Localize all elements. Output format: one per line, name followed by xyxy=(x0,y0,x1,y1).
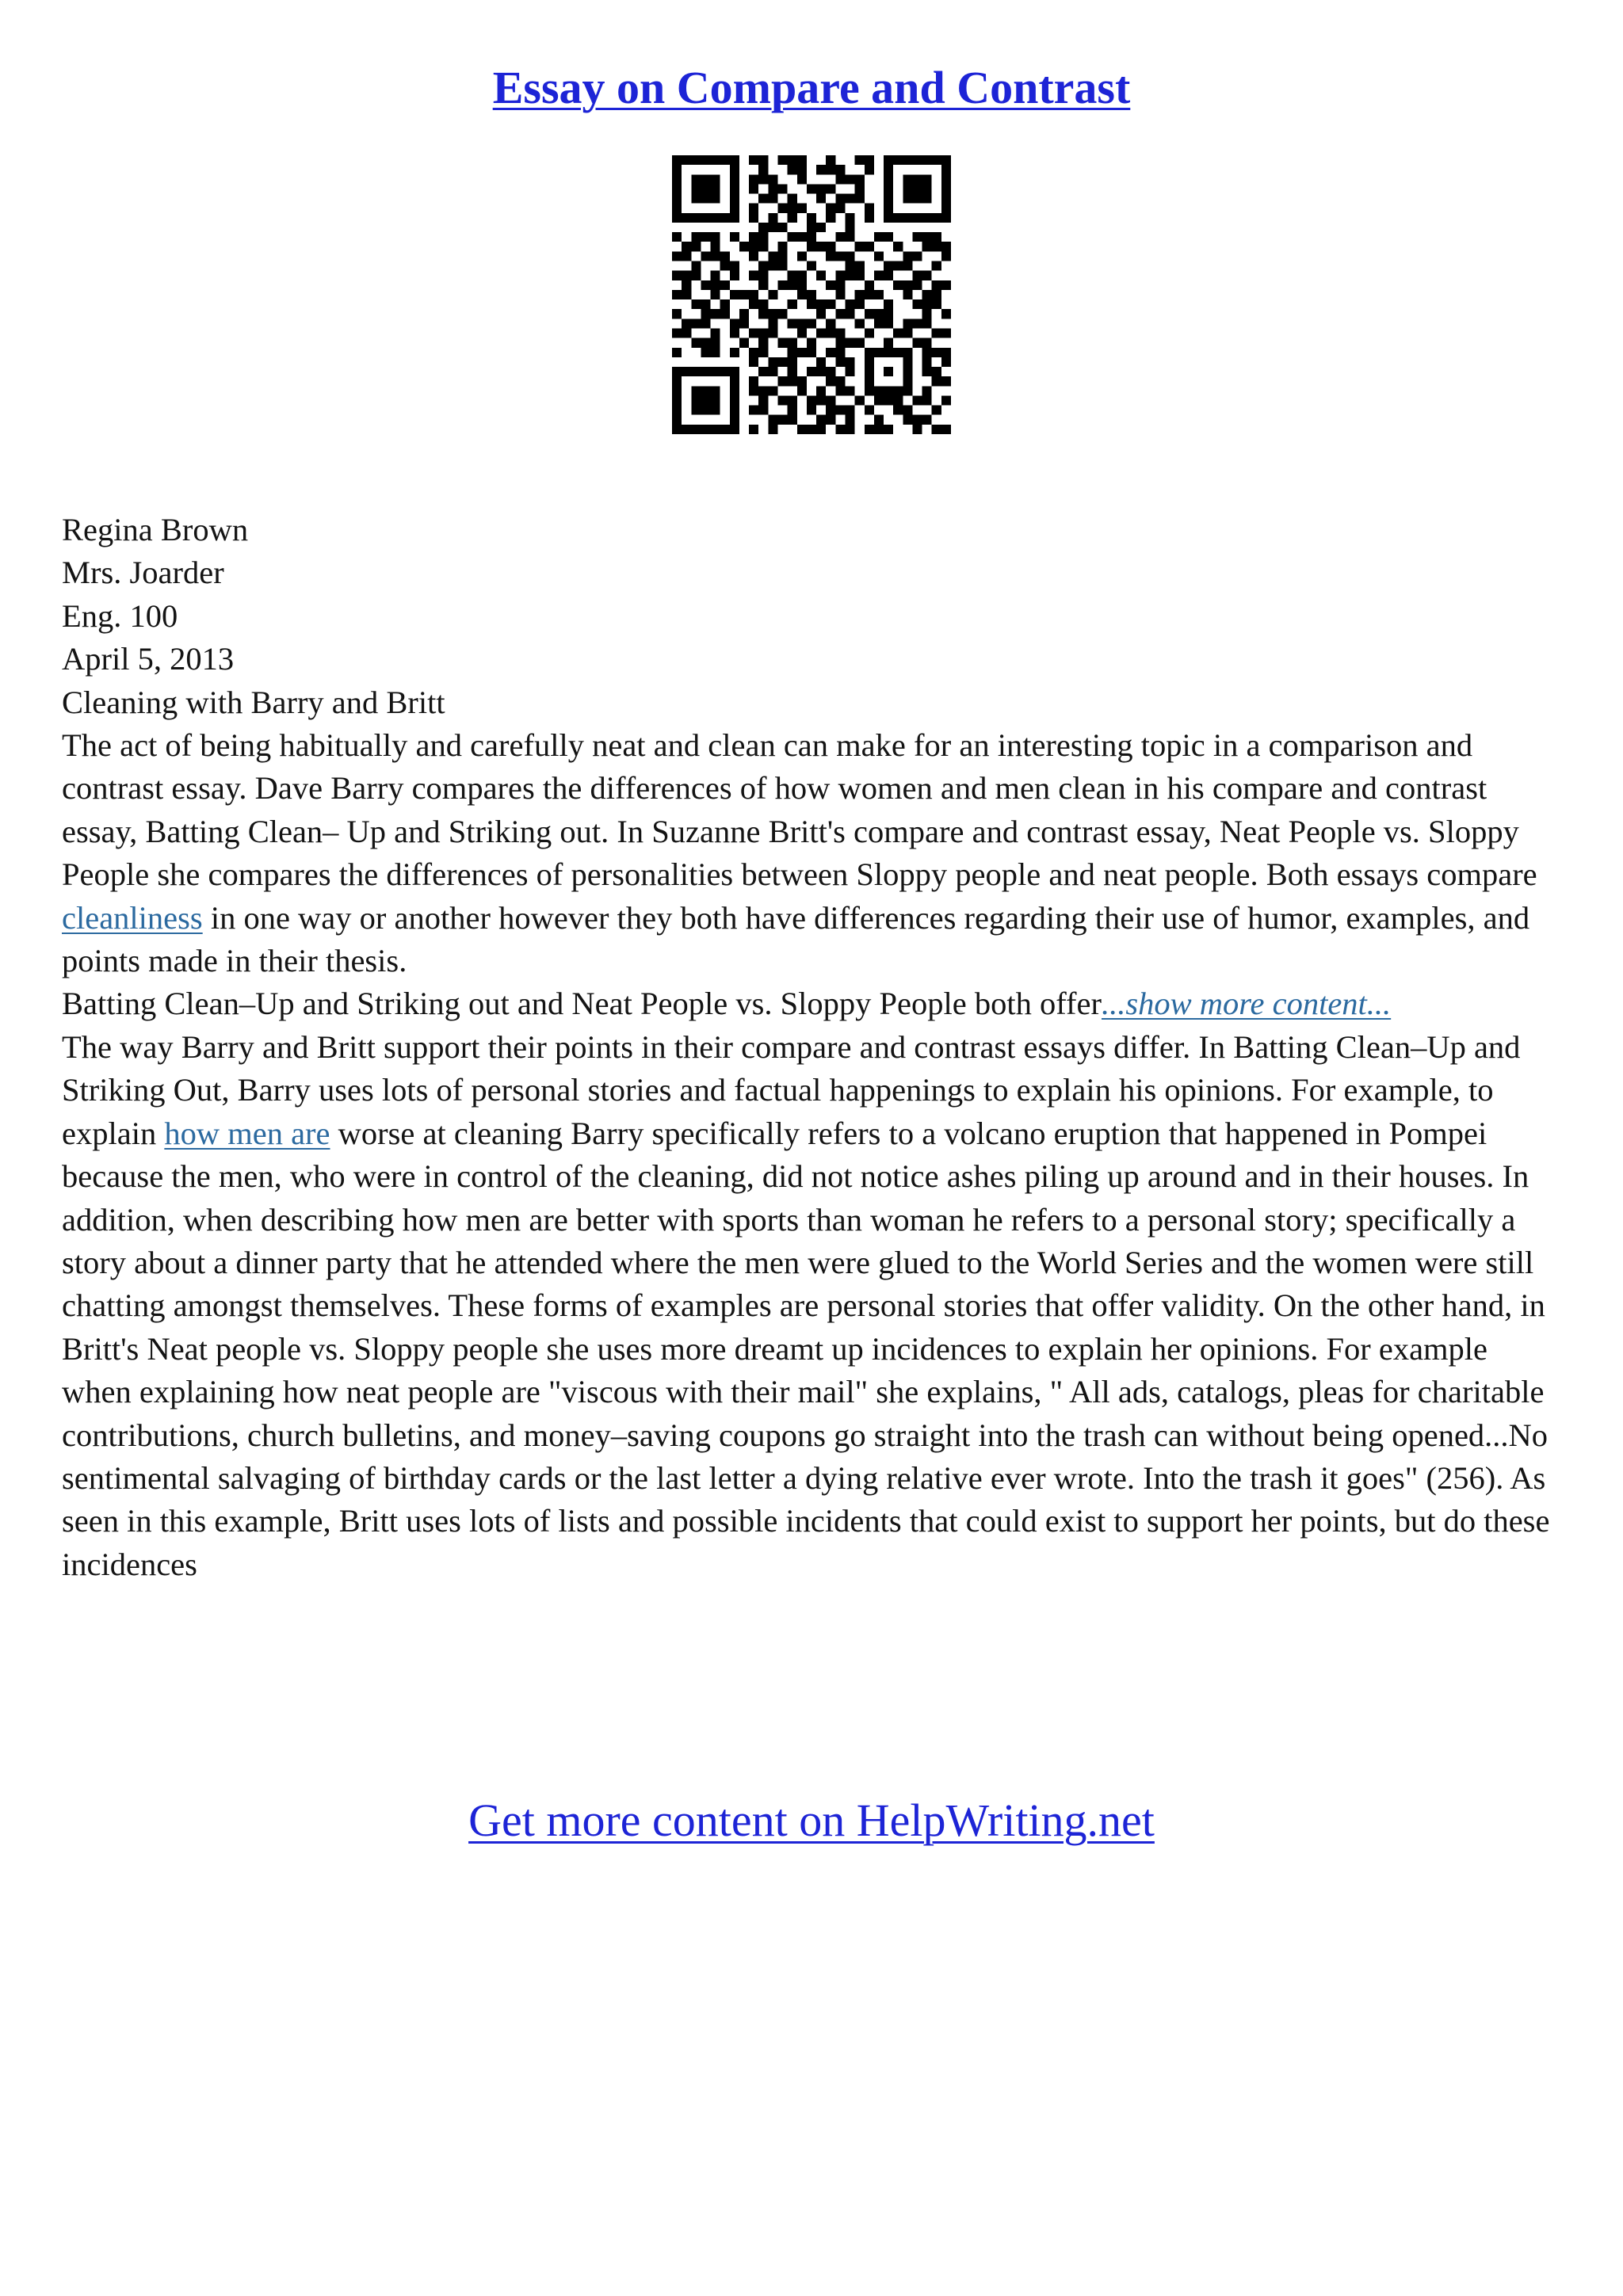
essay-paragraph-intro xyxy=(62,724,1560,982)
essay-title: Cleaning with Barry and Britt xyxy=(62,684,445,720)
helpwriting-link[interactable]: Get more content on HelpWriting.net xyxy=(468,1794,1155,1846)
qr-code-icon xyxy=(672,155,951,434)
instructor-name: Mrs. Joarder xyxy=(62,555,224,591)
essay-date: April 5, 2013 xyxy=(62,641,235,677)
paragraph-text: worse at cleaning Barry specifically refers to a volcano eruption that happened in Pompei because the men, who were in control of the cleaning, did not notice ashes piling up around and in their houses. In addition, when describing how men are better with sports than woman he refers to a personal story; specifically a story about a dinner party that he attended where the men were glued to the World Series and the women were still chatting amongst themselves. These forms of examples are personal stories that offer validity. On the other hand, in Britt's Neat people vs. Sloppy people she uses more dreamt up incidences to explain her opinions. For example when explaining how neat people are "viscous with their mail" she explains, " All ads, catalogs, pleas for charitable contributions, church bulletins, and money–saving coupons go straight into the trash can without being opened...No sentimental salvaging of birthday cards or the last letter a dying relative ever wrote. Into the trash it goes" (256). As seen in this example, Britt uses lots of lists and possible incidents that could exist to support her points, but do these incidences xyxy=(62,1115,1550,1582)
cleanliness-link[interactable]: cleanliness xyxy=(62,899,203,936)
footer xyxy=(0,1791,1623,1851)
essay-content xyxy=(62,509,1560,1586)
how-men-are-link[interactable]: how men are xyxy=(164,1115,330,1151)
paragraph-text: The way Barry and Britt support their points in their compare and contrast essays differ. In Batting Clean–Up and Striking Out, Barry uses lots of personal stories and factual happenings to explain his opinions. For example, to explain xyxy=(62,1028,1521,1151)
paragraph-text: in one way or another however they both have differences regarding their use of humor, examples, and points made in their thesis. xyxy=(62,899,1530,979)
essay-paragraph-third xyxy=(62,1026,1560,1586)
essay-paragraph-second xyxy=(62,982,1560,1025)
author-name: Regina Brown xyxy=(62,512,249,547)
qr-code-graphic xyxy=(672,155,951,434)
course-name: Eng. 100 xyxy=(62,597,178,634)
paragraph-text: Batting Clean–Up and Striking out and Neat People vs. Sloppy People both offer xyxy=(62,986,1102,1022)
document-title-link[interactable]: Essay on Compare and Contrast xyxy=(492,62,1131,113)
show-more-link[interactable]: ...show more content... xyxy=(1101,986,1392,1022)
paragraph-text: The act of being habitually and carefully neat and clean can make for an interesting topic in a comparison and contrast essay. Dave Barry compares the differences of how women and men clean in his compare and contrast essay, Batting Clean– Up and Striking out. In Suzanne Britt's compare and contrast essay, Neat People vs. Sloppy People she compares the differences of personalities between Sloppy people and neat people. Both essays compare xyxy=(62,727,1537,893)
document-title-container xyxy=(0,59,1623,117)
